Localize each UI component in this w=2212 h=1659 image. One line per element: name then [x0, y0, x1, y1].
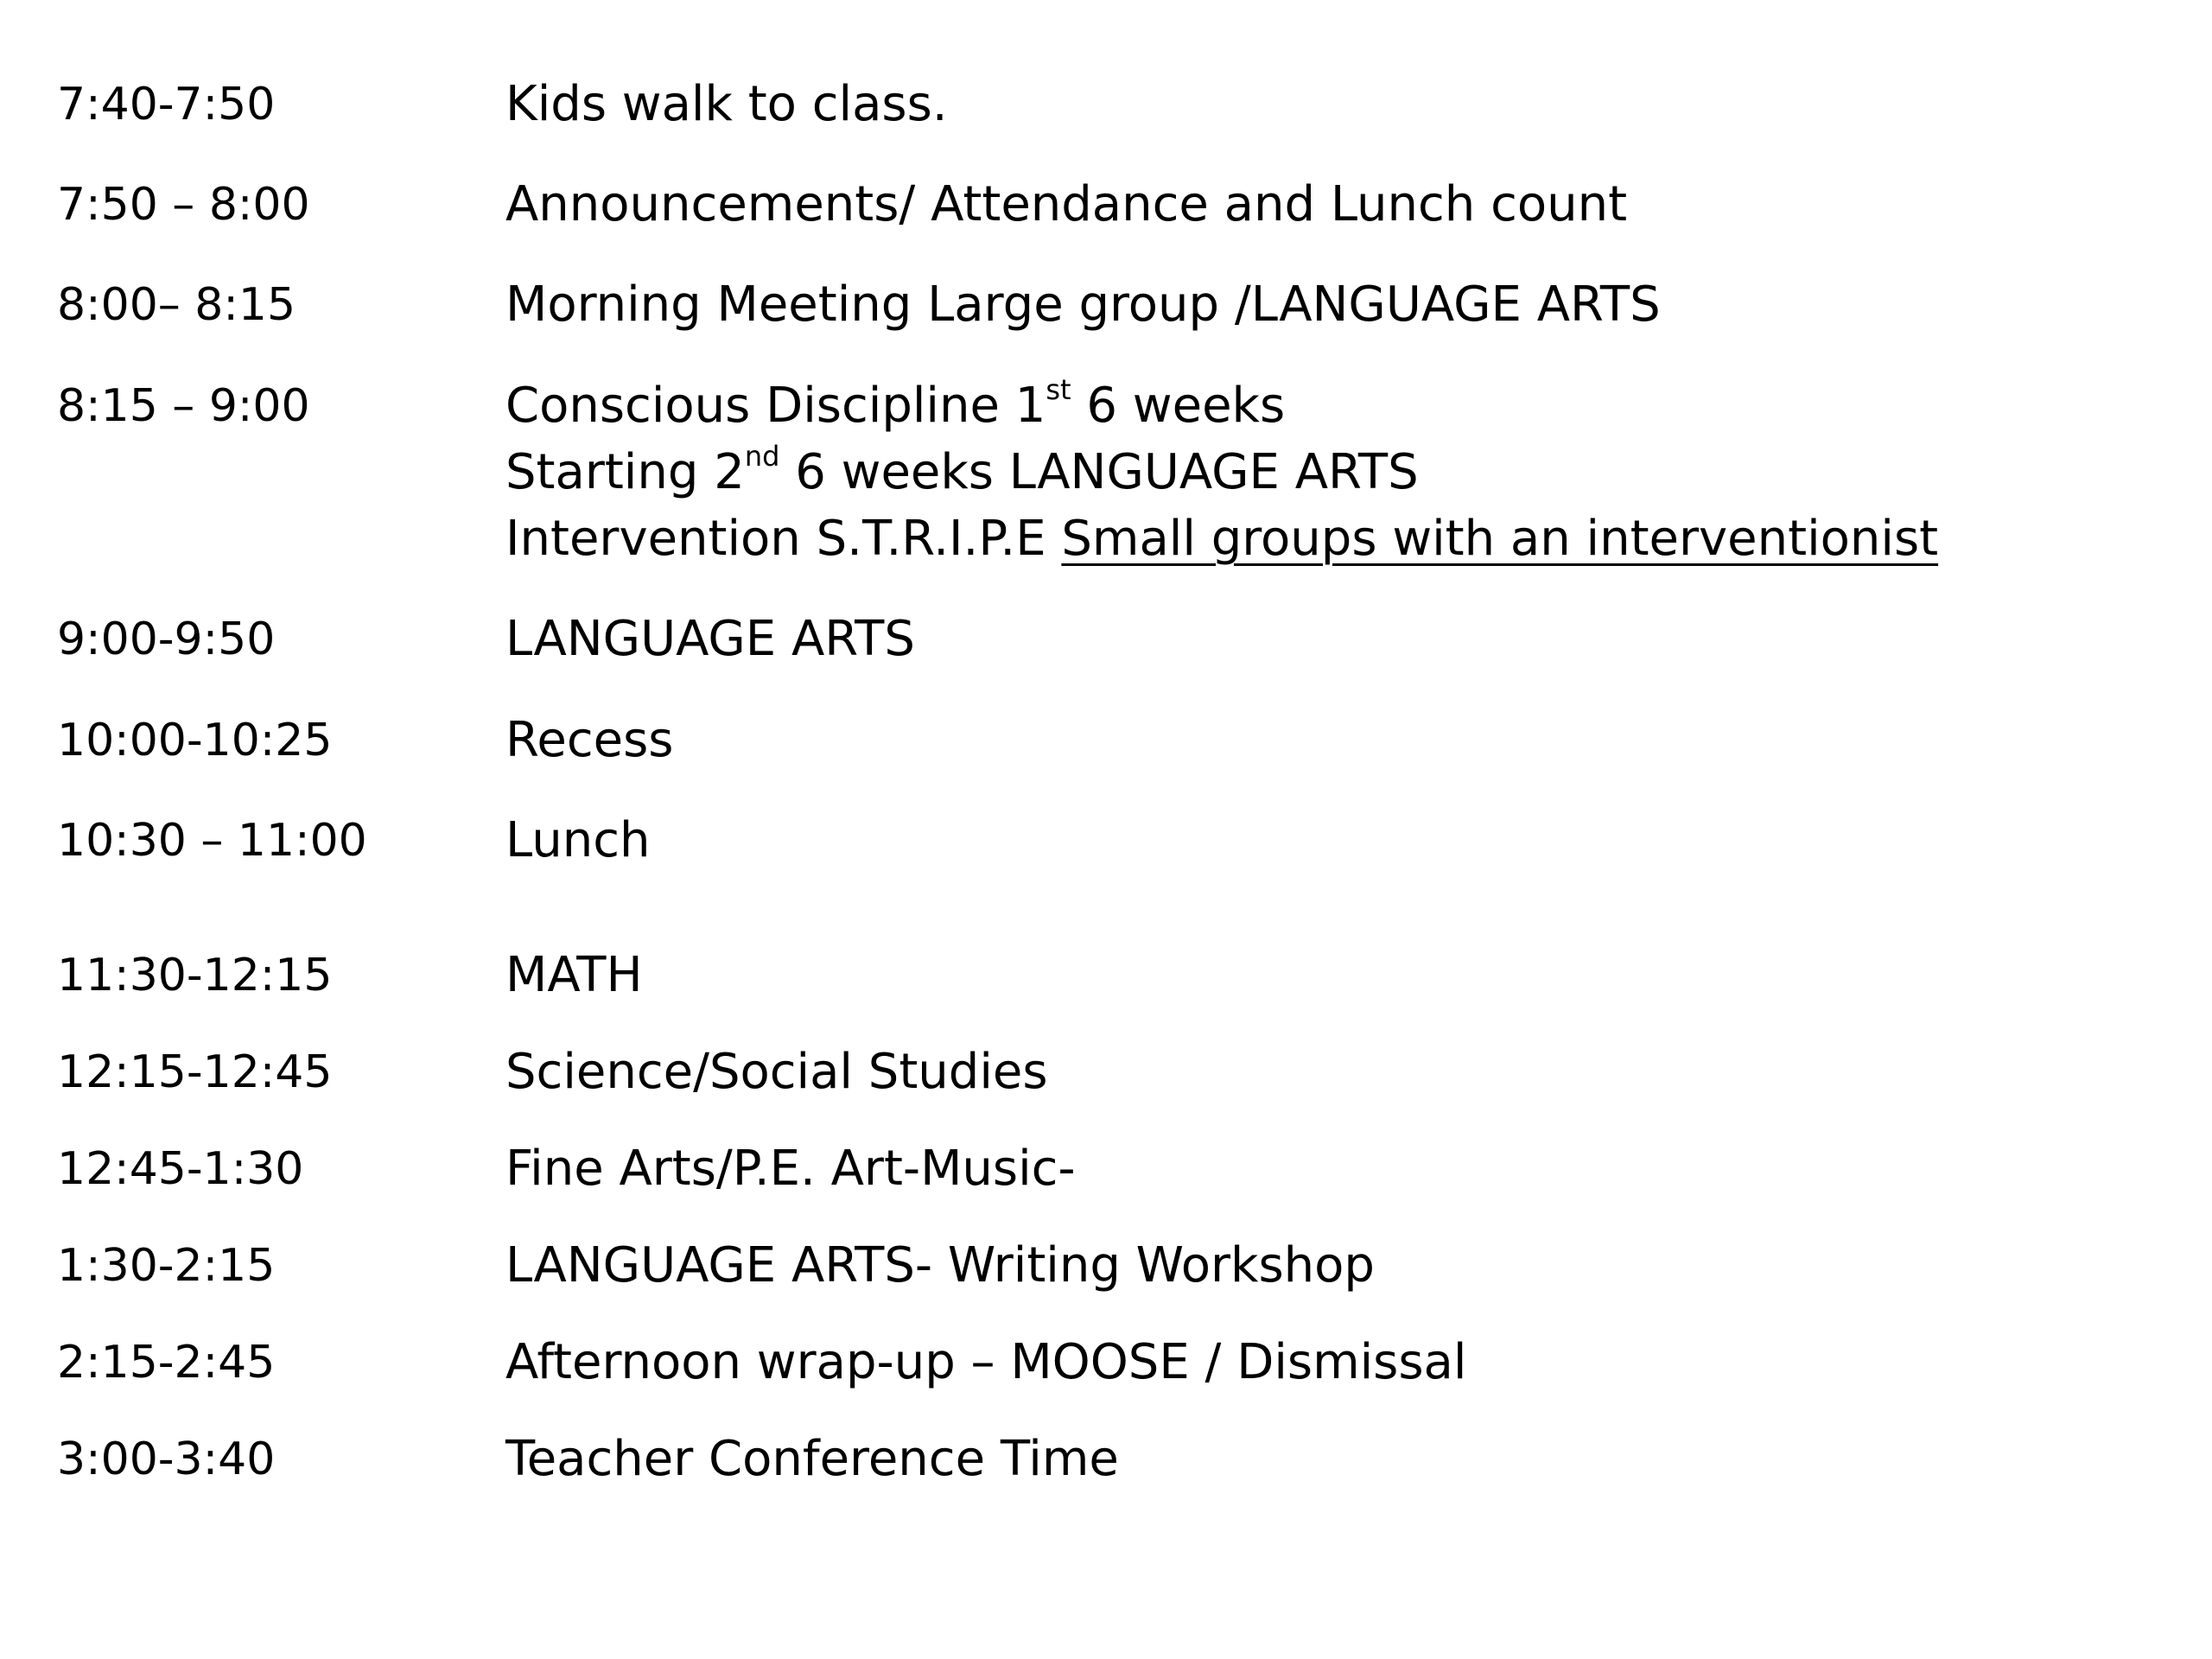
- activity-text: Intervention S.T.R.I.P.E: [505, 511, 1062, 567]
- schedule-time: 10:00-10:25: [57, 715, 333, 766]
- schedule-activity: Recess: [505, 712, 674, 768]
- schedule-time: 1:30-2:15: [57, 1240, 276, 1292]
- schedule-time: 9:00-9:50: [57, 613, 276, 665]
- schedule-time: 3:00-3:40: [57, 1433, 276, 1485]
- schedule-activity: LANGUAGE ARTS- Writing Workshop: [505, 1237, 1375, 1294]
- schedule-activity: LANGUAGE ARTS: [505, 611, 915, 667]
- activity-line: [505, 440, 1938, 511]
- activity-text: 6 weeks LANGUAGE ARTS: [779, 444, 1419, 500]
- schedule-activity: Science/Social Studies: [505, 1044, 1048, 1100]
- schedule-time: 12:45-1:30: [57, 1143, 304, 1195]
- schedule-activity: Afternoon wrap-up – MOOSE / Dismissal: [505, 1334, 1467, 1390]
- activity-text: Starting 2: [505, 444, 745, 500]
- schedule-time: 7:40-7:50: [57, 79, 276, 130]
- schedule-time: 12:15-12:45: [57, 1046, 333, 1098]
- schedule-time: 10:30 – 11:00: [57, 815, 367, 867]
- schedule-activity: MATH: [505, 947, 643, 1003]
- ordinal-suffix: nd: [744, 440, 780, 473]
- activity-text: Conscious Discipline 1: [505, 378, 1046, 434]
- ordinal-suffix: st: [1046, 373, 1071, 406]
- schedule-activity: Morning Meeting Large group /LANGUAGE ARTS: [505, 276, 1661, 333]
- schedule-activity: Kids walk to class.: [505, 76, 948, 132]
- interventionist-link[interactable]: Small groups with an interventionist: [1061, 511, 1939, 567]
- schedule-time: 8:15 – 9:00: [57, 380, 310, 432]
- activity-line: [505, 511, 1938, 577]
- schedule-activity: Teacher Conference Time: [505, 1431, 1119, 1487]
- schedule-time: 7:50 – 8:00: [57, 179, 310, 231]
- schedule-activity: [505, 373, 1939, 577]
- schedule-activity: Announcements/ Attendance and Lunch count: [505, 176, 1628, 232]
- schedule-activity: Fine Arts/P.E. Art-Music-: [505, 1141, 1076, 1197]
- activity-line: [505, 373, 1938, 444]
- activity-text: 6 weeks: [1071, 378, 1286, 434]
- schedule-activity: Lunch: [505, 812, 651, 868]
- schedule-time: 8:00– 8:15: [57, 279, 296, 331]
- schedule-time: 11:30-12:15: [57, 950, 333, 1001]
- schedule-time: 2:15-2:45: [57, 1337, 276, 1389]
